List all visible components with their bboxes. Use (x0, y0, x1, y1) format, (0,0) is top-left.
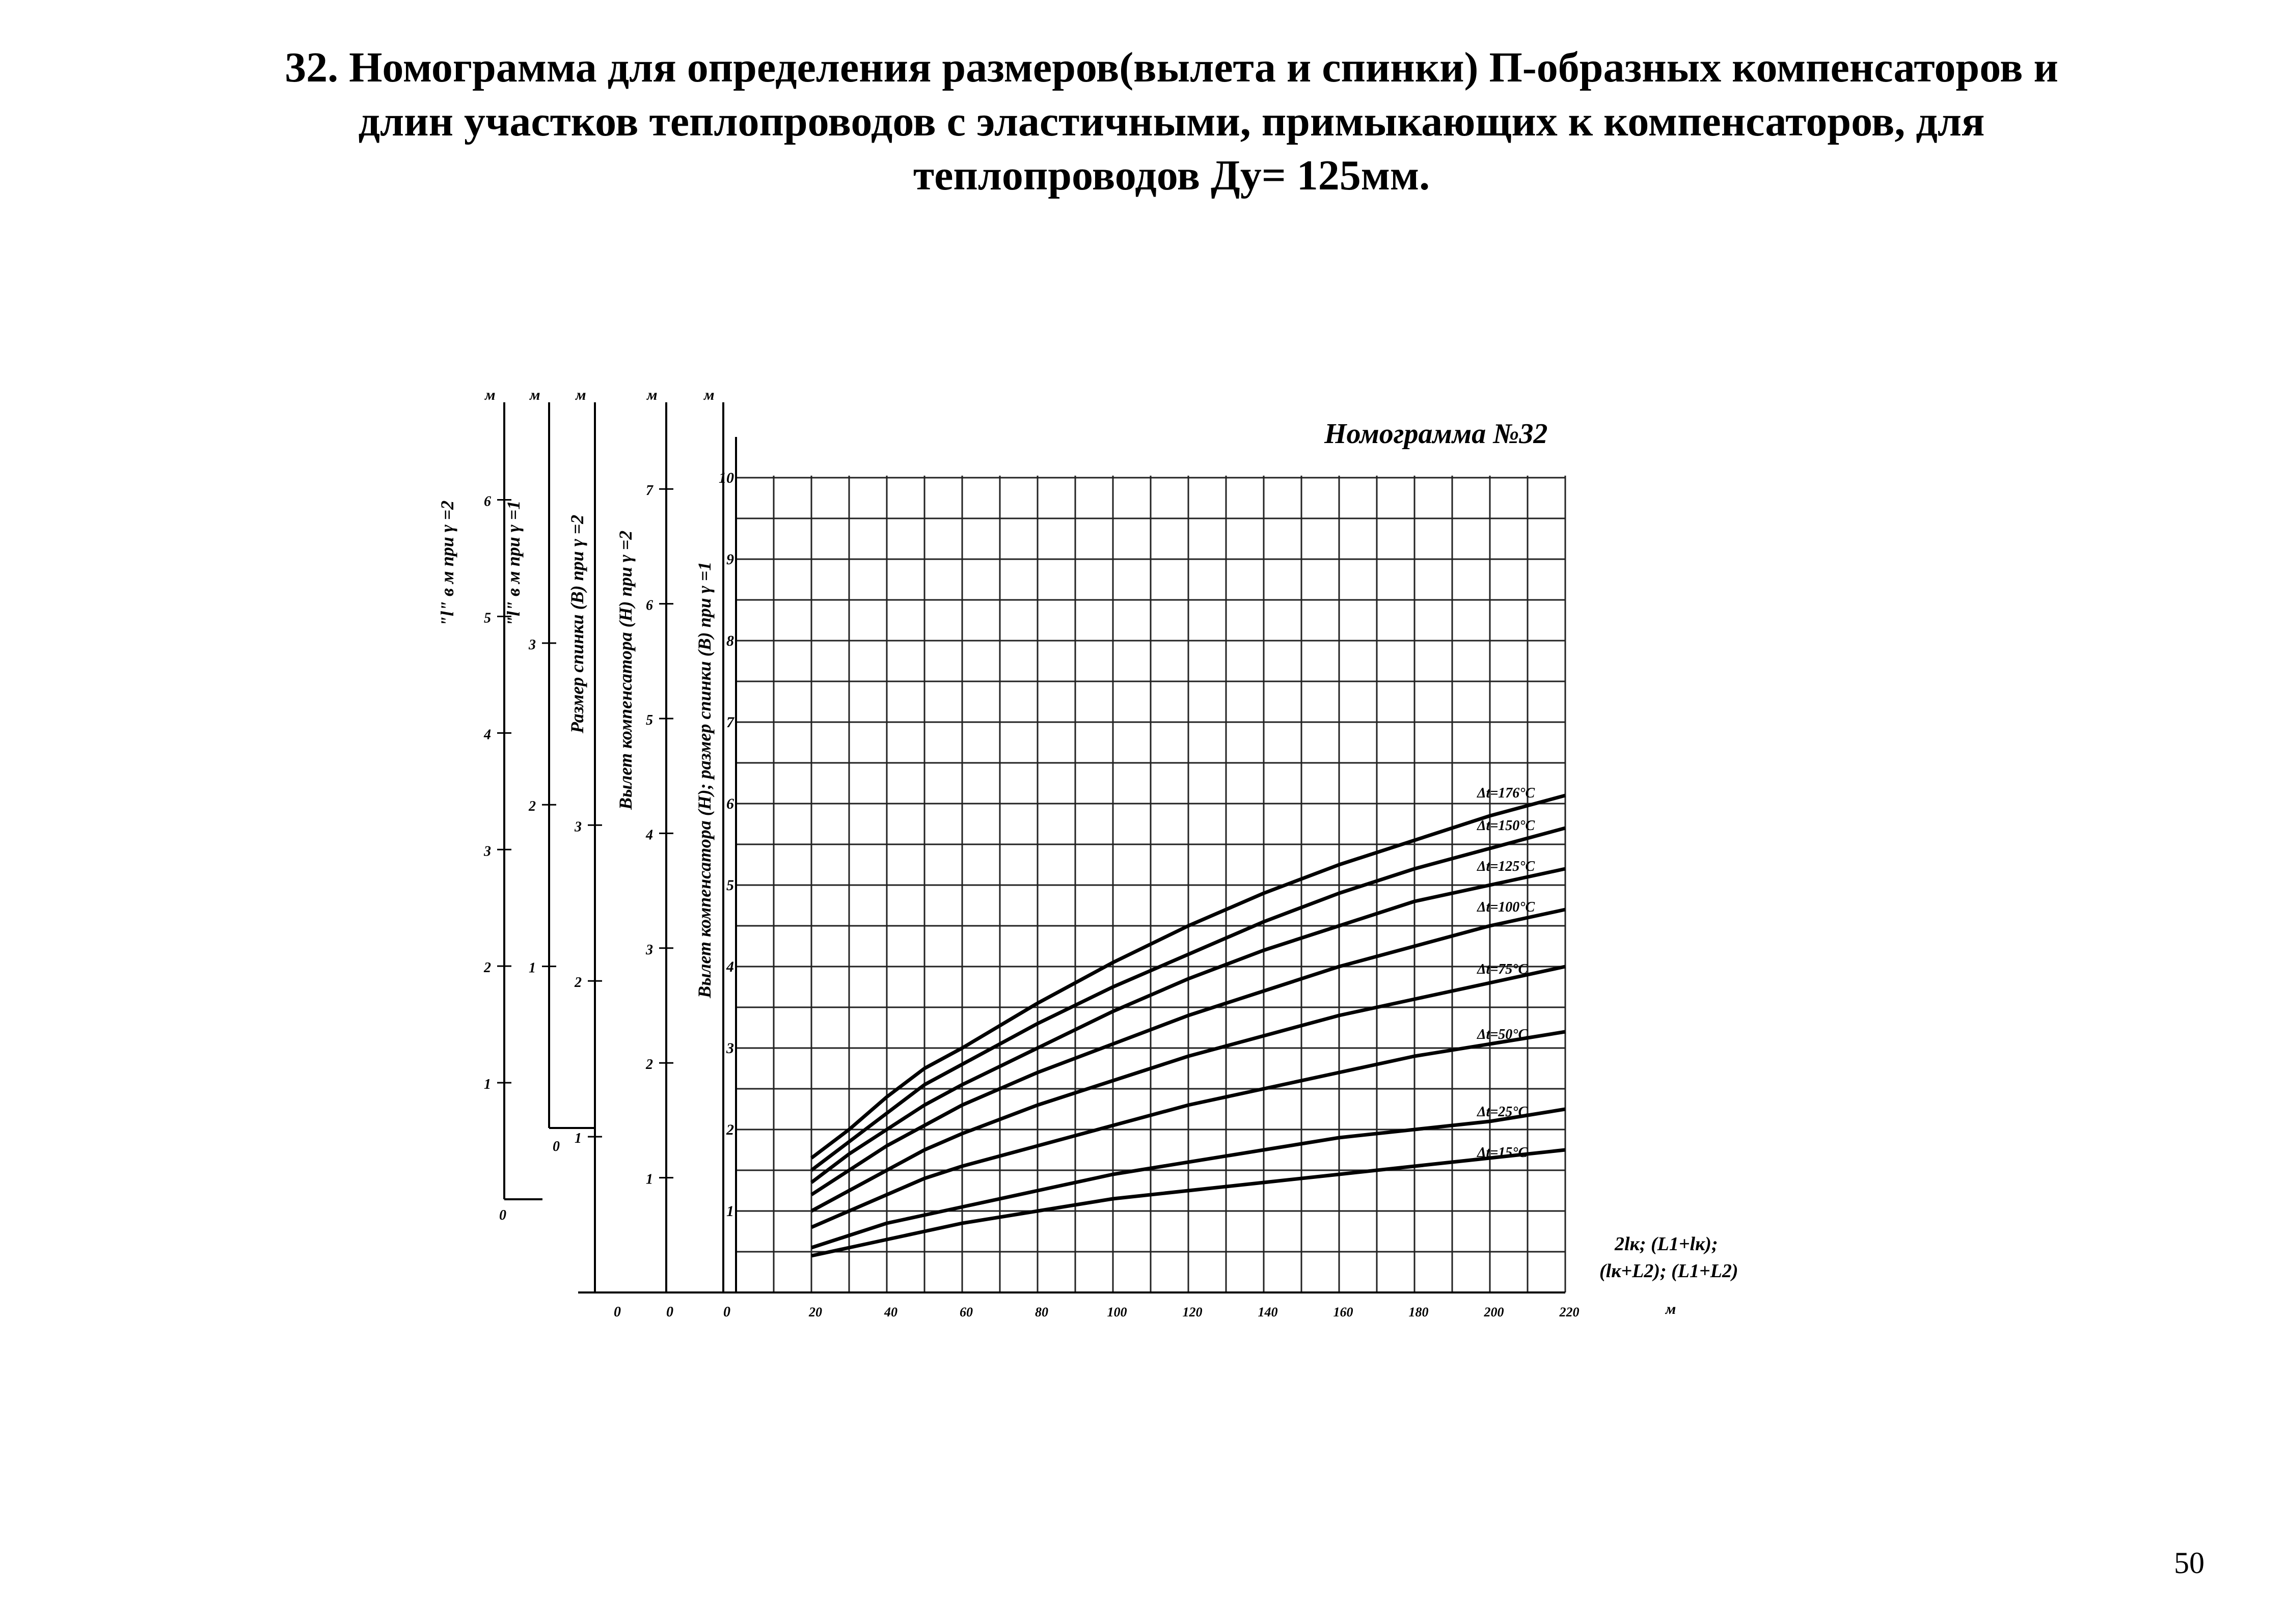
scale-tick-label: 4 (484, 727, 491, 743)
x-tick-label: 220 (1559, 1305, 1580, 1319)
scale-tick-label: 2 (575, 975, 582, 991)
scale-tick-label: 2 (529, 799, 536, 815)
series-label-4: Δt=75°C (1477, 961, 1528, 977)
series-label-3: Δt=100°C (1477, 899, 1535, 915)
scale-tick-label: 3 (646, 942, 653, 958)
scale-tick-label: 5 (484, 610, 491, 626)
y-tick-label: 7 (726, 714, 734, 731)
scale-axis-unit-1: м (530, 387, 540, 403)
scale-axis-unit-4: м (704, 387, 715, 403)
scale-zero-label-2: 0 (614, 1304, 621, 1320)
scale-axis-label-0: "l" в м при γ =2 (437, 500, 457, 626)
y-tick-label: 8 (726, 632, 734, 649)
x-tick-label: 120 (1182, 1305, 1203, 1319)
chart-title: Номограмма №32 (1324, 418, 1548, 450)
x-axis-label-line-2: (lк+L2); (L1+L2) (1599, 1260, 1738, 1282)
scale-axis-unit-3: м (647, 387, 658, 403)
scale-tick-label: 2 (484, 960, 491, 976)
page-title-line-1: 32. Номограмма для определения размеров(вылета и спинки) П-образных компенсаторов и (285, 44, 2058, 91)
series-label-2: Δt=125°C (1477, 859, 1535, 874)
scale-zero-label-1: 0 (553, 1139, 560, 1154)
x-tick-label: 20 (809, 1305, 822, 1319)
x-unit-label: м (1665, 1301, 1676, 1317)
scale-zero-label-4: 0 (723, 1304, 730, 1320)
scale-tick-label: 1 (529, 960, 536, 976)
series-label-1: Δt=150°C (1477, 818, 1535, 834)
scale-axis-label-1: "l" в м при γ =1 (503, 500, 524, 626)
y-tick-label: 1 (726, 1203, 734, 1220)
x-tick-label: 160 (1333, 1305, 1353, 1319)
scale-tick-label: 1 (484, 1077, 491, 1093)
scale-tick-label: 5 (646, 712, 653, 728)
x-tick-label: 60 (960, 1305, 973, 1319)
y-tick-label: 6 (726, 795, 734, 812)
y-tick-label: 10 (719, 470, 734, 486)
scale-tick-label: 6 (484, 493, 491, 510)
y-tick-label: 9 (726, 551, 734, 568)
page-number: 50 (2174, 1546, 2205, 1580)
series-label-6: Δt=25°C (1477, 1104, 1528, 1120)
x-tick-label: 180 (1408, 1305, 1429, 1319)
series-label-7: Δt=15°C (1477, 1145, 1528, 1161)
series-label-5: Δt=50°C (1477, 1027, 1528, 1042)
scale-tick-label: 4 (646, 827, 653, 843)
y-tick-label: 4 (726, 958, 734, 975)
scale-tick-label: 2 (646, 1057, 653, 1073)
scale-axis-label-2: Размер спинки (В) при γ =2 (567, 514, 587, 733)
scale-axis-unit-0: м (485, 387, 496, 403)
y-tick-label: 5 (726, 877, 734, 894)
scale-zero-label-3: 0 (666, 1304, 673, 1320)
y-tick-label: 3 (726, 1040, 734, 1057)
scale-axis-label-3: Вылет компенсатора (Н) при γ =2 (615, 530, 636, 810)
page-title-line-3: теплопроводов Ду= 125мм. (913, 152, 1430, 199)
scale-tick-label: 7 (646, 483, 653, 499)
page-title-line-2: длин участков теплопроводов с эластичными, примыкающих к компенсаторов, для (358, 98, 1985, 145)
x-tick-label: 40 (884, 1305, 897, 1319)
scale-axis-label-4: Вылет компенсатора (Н); размер спинки (В) при γ =1 (694, 561, 715, 998)
scale-tick-label: 1 (575, 1131, 582, 1147)
scale-tick-label: 1 (646, 1171, 653, 1188)
scale-axis-unit-2: м (576, 387, 586, 403)
x-tick-label: 100 (1107, 1305, 1127, 1319)
x-tick-label: 80 (1035, 1305, 1048, 1319)
scale-tick-label: 6 (646, 597, 653, 614)
scale-tick-label: 3 (484, 843, 491, 860)
scale-zero-label-0: 0 (499, 1207, 506, 1223)
x-tick-label: 140 (1258, 1305, 1278, 1319)
scale-tick-label: 3 (529, 637, 536, 653)
x-tick-label: 200 (1484, 1305, 1504, 1319)
y-tick-label: 2 (726, 1121, 734, 1138)
x-axis-label-line-1: 2lк; (L1+lк); (1615, 1233, 1718, 1255)
series-label-0: Δt=176°C (1477, 785, 1535, 801)
scale-tick-label: 3 (575, 819, 582, 835)
